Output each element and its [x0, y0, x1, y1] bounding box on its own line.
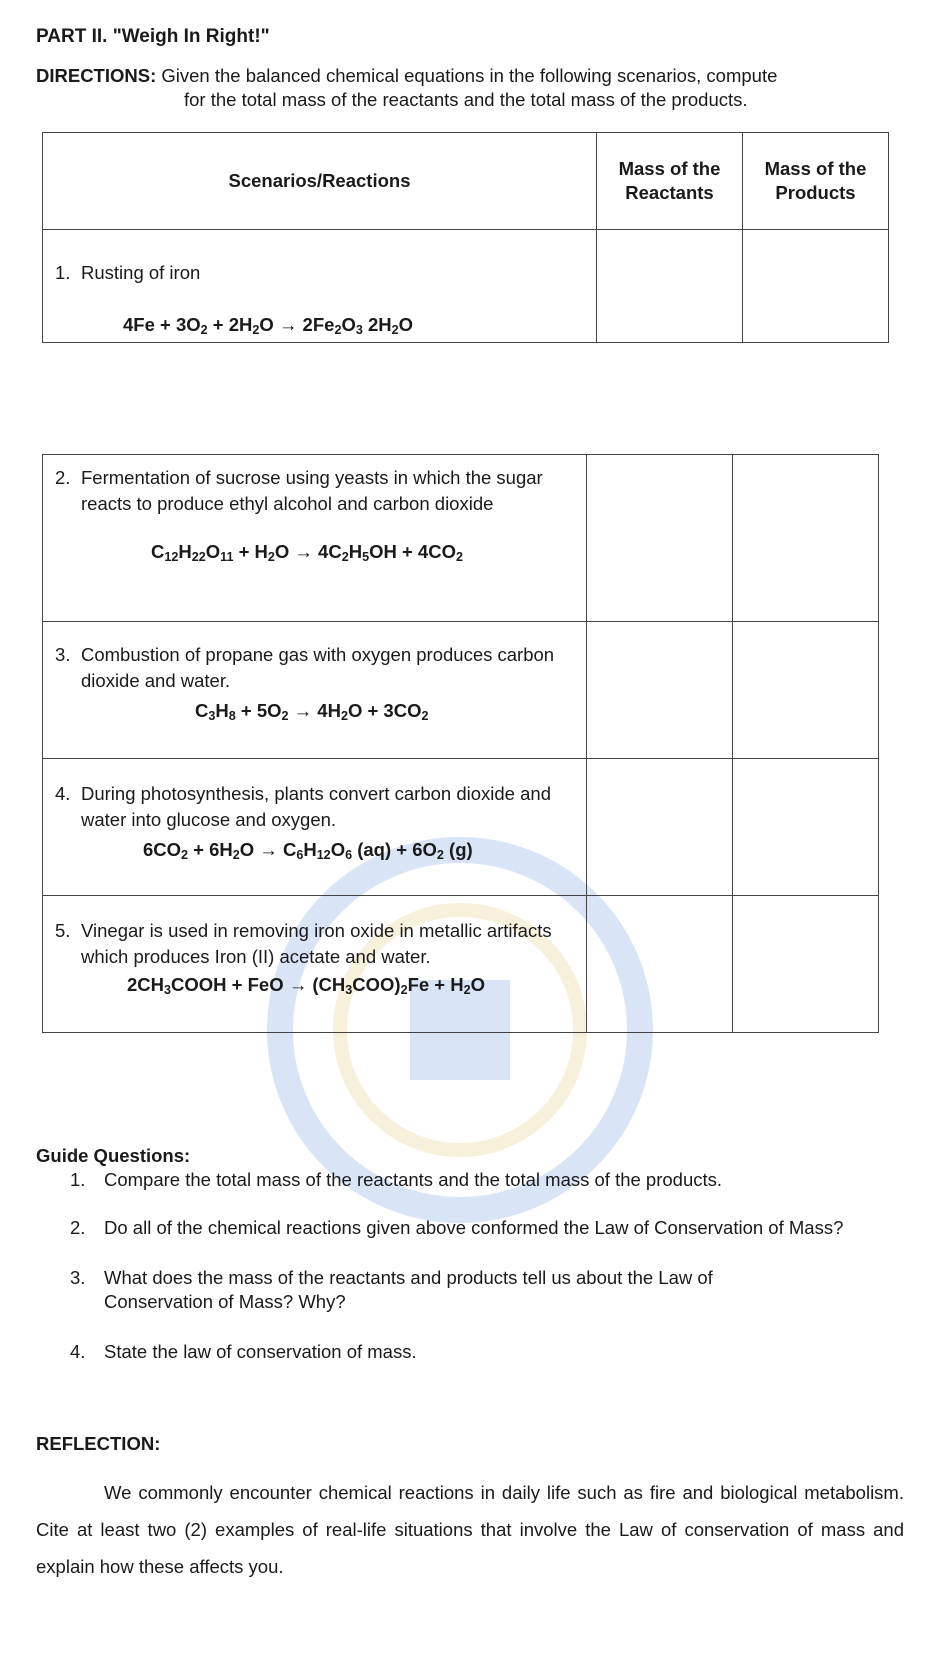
- directions-line2: for the total mass of the reactants and the total mass of the products.: [184, 89, 748, 110]
- header-mass-products: Mass of the Products: [743, 133, 889, 230]
- guide-question: [70, 1266, 916, 1314]
- reflection-title: REFLECTION:: [36, 1433, 161, 1454]
- guide-questions: [36, 1144, 916, 1364]
- guide-question: [70, 1168, 916, 1192]
- mass-reactants-input-3[interactable]: [587, 622, 733, 759]
- guide-title: Guide Questions:: [36, 1145, 191, 1166]
- scenario-cell-5: [43, 896, 587, 1033]
- question-number: 1.: [70, 1169, 86, 1190]
- scenario-number: 2.: [55, 467, 71, 488]
- directions-line1: Given the balanced chemical equations in the following scenarios, compute: [161, 65, 778, 86]
- mass-products-input-4[interactable]: [733, 759, 879, 896]
- mass-reactants-input-4[interactable]: [587, 759, 733, 896]
- question-number: 3.: [70, 1267, 86, 1288]
- scenario-description: Rusting of iron: [81, 262, 201, 283]
- equation: $4Fe + 3O_2 + 2H_2O \to 2Fe_2O_3$ $2H_2O$: [123, 314, 414, 338]
- mass-reactants-input-2[interactable]: [587, 455, 733, 622]
- scenario-cell-3: [43, 622, 587, 759]
- scenario-cell-4: [43, 759, 587, 896]
- reflection-text: We commonly encounter chemical reactions in daily life such as fire and biological metabolism. Cite at least two (2) examples of real-life situations that involve the Law of conservation of mass and explain how these affects you.: [36, 1482, 904, 1577]
- guide-question: [70, 1216, 916, 1240]
- scenario-description: Combustion of propane gas with oxygen produces carbon dioxide and water.: [81, 644, 555, 691]
- equation: $6CO_2 + 6H_2O \to C_6H_{12}O_6$ $(aq) + 6O_2$ (g): [143, 839, 473, 863]
- mass-reactants-input-1[interactable]: [597, 230, 743, 343]
- question-text: State the law of conservation of mass.: [104, 1341, 417, 1362]
- reaction-table-2: [42, 454, 879, 1033]
- equation: $C_3H_8 + 5O_2 \to 4H_2O + 3CO_2$: [195, 700, 429, 724]
- scenario-number: 1.: [55, 262, 71, 283]
- guide-list: [36, 1168, 916, 1364]
- scenario-description: Vinegar is used in removing iron oxide in metallic artifacts which produces Iron (II) acetate and water.: [81, 920, 552, 967]
- scenario-description: Fermentation of sucrose using yeasts in which the sugar reacts to produce ethyl alcohol and carbon dioxide: [81, 467, 543, 514]
- mass-products-input-5[interactable]: [733, 896, 879, 1033]
- question-text: Do all of the chemical reactions given above conformed the Law of Conservation of Mass?: [104, 1217, 844, 1238]
- directions: [36, 64, 896, 112]
- equation: $C_{12}H_{22}O_{11} + H_2O \to 4C_2H_5OH + 4CO_2$: [151, 541, 463, 565]
- directions-label: DIRECTIONS:: [36, 65, 157, 86]
- scenario-number: 4.: [55, 783, 71, 804]
- question-number: 2.: [70, 1217, 86, 1238]
- scenario-description: During photosynthesis, plants convert carbon dioxide and water into glucose and oxygen.: [81, 783, 551, 830]
- header-mass-reactants: Mass of the Reactants: [597, 133, 743, 230]
- mass-products-input-3[interactable]: [733, 622, 879, 759]
- scenario-number: 3.: [55, 644, 71, 665]
- scenario-cell-2: [43, 455, 587, 622]
- mass-products-input-1[interactable]: [743, 230, 889, 343]
- question-text: What does the mass of the reactants and products tell us about the Law of Conservation of Mass? Why?: [104, 1267, 713, 1312]
- scenario-cell-1: [43, 230, 597, 343]
- mass-products-input-2[interactable]: [733, 455, 879, 622]
- scenario-number: 5.: [55, 920, 71, 941]
- part-title: PART II. "Weigh In Right!": [36, 26, 270, 47]
- question-text: Compare the total mass of the reactants and the total mass of the products.: [104, 1169, 723, 1190]
- equation: $2CH_3COOH$ + FeO → $(CH_3COO)_2Fe + H_2O$: [127, 974, 485, 998]
- question-number: 4.: [70, 1341, 86, 1362]
- mass-reactants-input-5[interactable]: [587, 896, 733, 1033]
- header-scenarios: Scenarios/Reactions: [43, 133, 597, 230]
- guide-question: [70, 1340, 916, 1364]
- reaction-table-1: [42, 132, 889, 343]
